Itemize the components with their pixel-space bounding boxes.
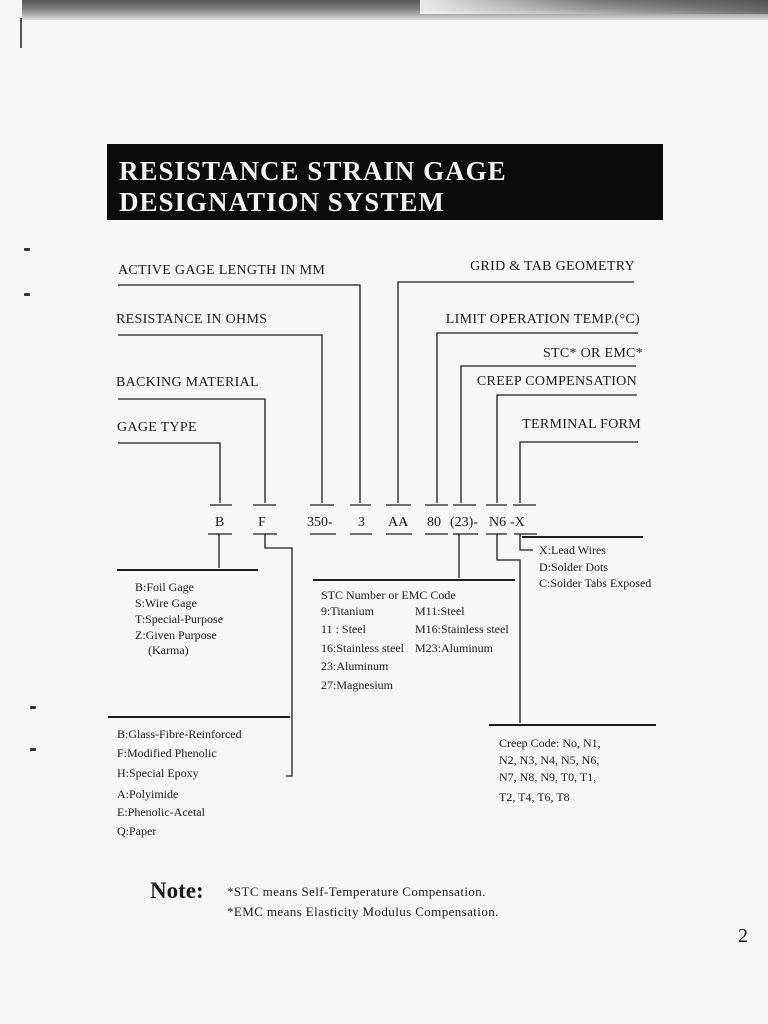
table-cell: M23:Aluminum xyxy=(415,641,494,655)
list-item: C:Solder Tabs Exposed xyxy=(539,576,652,590)
code-stc: (23)- xyxy=(450,515,478,530)
code-geometry: AA xyxy=(388,515,409,530)
list-item: T:Special-Purpose xyxy=(135,612,224,626)
label-resistance: RESISTANCE IN OHMS xyxy=(116,312,268,327)
list-item: X:Lead Wires xyxy=(539,543,606,557)
note-emc: *EMC means Elasticity Modulus Compensation. xyxy=(227,904,499,919)
label-active-gage-length: ACTIVE GAGE LENGTH IN MM xyxy=(118,263,326,278)
list-item: Creep Code: No, N1, xyxy=(499,736,601,750)
label-stc-emc: STC* OR EMC* xyxy=(542,346,643,361)
label-creep-compensation: CREEP COMPENSATION xyxy=(476,374,637,389)
list-item: F:Modified Phenolic xyxy=(117,746,217,760)
table-cell: 11 : Steel xyxy=(321,622,366,636)
list-item: A:Polyimide xyxy=(117,787,179,801)
list-item: Z:Given Purpose xyxy=(135,628,217,642)
code-terminal: -X xyxy=(510,515,525,530)
stc-header: STC Number or EMC Code xyxy=(321,588,456,602)
code-backing: F xyxy=(258,515,266,530)
list-item: B:Glass-Fibre-Reinforced xyxy=(117,727,242,741)
note-label: Note: xyxy=(150,878,204,903)
page-number: 2 xyxy=(738,925,748,947)
code-temp: 80 xyxy=(427,515,441,530)
list-item: (Karma) xyxy=(148,643,189,657)
list-item: H:Special Epoxy xyxy=(117,766,199,780)
code-creep: N6 xyxy=(489,515,507,530)
label-terminal-form: TERMINAL FORM xyxy=(522,417,641,432)
list-item: E:Phenolic-Acetal xyxy=(117,805,205,819)
table-cell: 27:Magnesium xyxy=(321,678,393,692)
title-line-1: RESISTANCE STRAIN GAGE xyxy=(119,156,507,186)
table-cell: 16:Stainless steel xyxy=(321,641,404,655)
label-gage-type: GAGE TYPE xyxy=(117,420,197,435)
label-grid-tab-geometry: GRID & TAB GEOMETRY xyxy=(470,259,635,274)
list-item: N2, N3, N4, N5, N6, xyxy=(499,753,600,767)
list-item: B:Foil Gage xyxy=(135,580,194,594)
label-limit-temp: LIMIT OPERATION TEMP.(°C) xyxy=(445,312,640,327)
label-backing-material: BACKING MATERIAL xyxy=(116,375,259,390)
list-item: D:Solder Dots xyxy=(539,560,608,574)
list-item: N7, N8, N9, T0, T1, xyxy=(499,770,597,784)
list-item: S:Wire Gage xyxy=(135,596,197,610)
code-resistance: 350- xyxy=(307,515,333,530)
title-line-2: DESIGNATION SYSTEM xyxy=(119,187,445,217)
list-item: Q:Paper xyxy=(117,824,157,838)
table-cell: 9:Titanium xyxy=(321,604,374,618)
table-cell: M16:Stainless steel xyxy=(415,622,509,636)
table-cell: M11:Steel xyxy=(415,604,465,618)
note-stc: *STC means Self-Temperature Compensation. xyxy=(227,884,486,899)
code-gage-type: B xyxy=(215,515,225,530)
list-item: T2, T4, T6, T8 xyxy=(499,790,570,804)
table-cell: 23:Aluminum xyxy=(321,659,389,673)
code-length: 3 xyxy=(358,515,365,530)
